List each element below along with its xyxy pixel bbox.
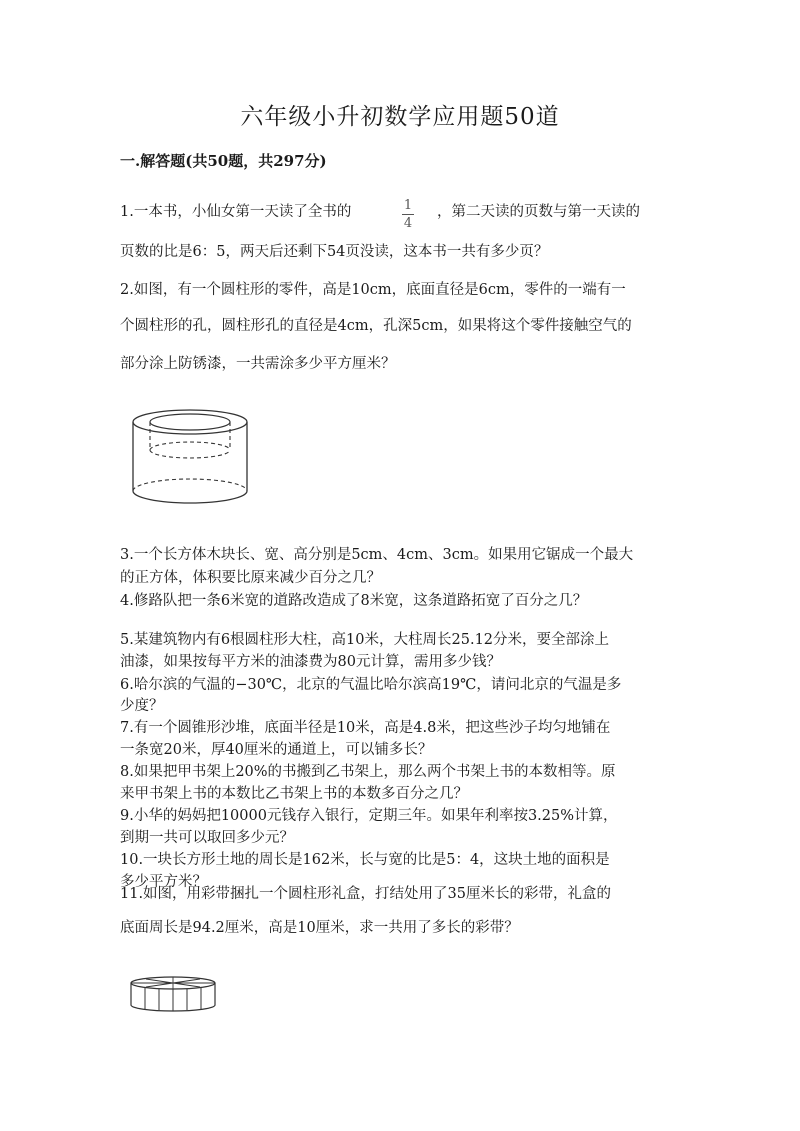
q4-line1: 4.修路队把一条6米宽的道路改造成了8米宽，这条道路拓宽了百分之几？ — [120, 593, 588, 609]
q10-line2: 多少平方米？ — [120, 874, 207, 890]
cylinder-with-hole-figure — [128, 405, 253, 507]
q6-line1: 6.哈尔滨的气温的−30℃，北京的气温比哈尔滨高19℃，请问北京的气温是多 — [120, 677, 622, 693]
fraction-numerator: 1 — [403, 198, 413, 213]
q3-line2: 的正方体，体积要比原来减少百分之几？ — [120, 570, 381, 586]
q2-line2: 个圆柱形的孔，圆柱形孔的直径是4cm，孔深5cm，如果将这个零件接触空气的 — [120, 318, 632, 334]
q5-line1: 5.某建筑物内有6根圆柱形大柱，高10米，大柱周长25.12分米，要全部涂上 — [120, 632, 610, 648]
q9-line1: 9.小华的妈妈把10000元钱存入银行，定期三年。如果年利率按3.25%计算， — [120, 808, 618, 824]
q8-line2: 来甲书架上书的本数比乙书架上书的本数多百分之几？ — [120, 786, 468, 802]
fraction-denominator: 4 — [403, 216, 413, 231]
q3-line1: 3.一个长方体木块长、宽、高分别是5cm、4cm、3cm。如果用它锯成一个最大 — [120, 547, 634, 563]
q10-line1: 10.一块长方形土地的周长是162米，长与宽的比是5：4，这块土地的面积是 — [120, 852, 610, 868]
q1-line1-part1: 1.一本书，小仙女第一天读了全书的 — [120, 204, 352, 220]
q1-line1-part2: ，第二天读的页数与第一天读的 — [437, 204, 640, 220]
q1-line2: 页数的比是6：5，两天后还剩下54页没读，这本书一共有多少页？ — [120, 244, 549, 260]
q6-line2: 少度？ — [120, 698, 164, 714]
q8-line1: 8.如果把甲书架上20%的书搬到乙书架上，那么两个书架上书的本数相等。原 — [120, 764, 616, 780]
q2-line1: 2.如图，有一个圆柱形的零件，高是10cm，底面直径是6cm，零件的一端有一 — [120, 282, 626, 298]
fraction-one-quarter — [398, 198, 418, 231]
section-heading: 一.解答题(共50题，共297分) — [120, 152, 327, 170]
q11-line1: 11.如图，用彩带捆扎一个圆柱形礼盒，打结处用了35厘米长的彩带，礼盒的 — [120, 886, 612, 902]
q11-line2: 底面周长是94.2厘米，高是10厘米，求一共用了多长的彩带？ — [120, 920, 519, 936]
fraction-bar — [402, 214, 414, 215]
page-title: 六年级小升初数学应用题50道 — [240, 104, 560, 130]
gift-box-cylinder-figure — [128, 974, 220, 1014]
q2-line3: 部分涂上防锈漆，一共需涂多少平方厘米？ — [120, 356, 396, 372]
q5-line2: 油漆，如果按每平方米的油漆费为80元计算，需用多少钱？ — [120, 654, 501, 670]
q7-line1: 7.有一个圆锥形沙堆，底面半径是10米，高是4.8米，把这些沙子均匀地铺在 — [120, 720, 611, 736]
q9-line2: 到期一共可以取回多少元？ — [120, 830, 294, 846]
q7-line2: 一条宽20米，厚40厘米的通道上，可以铺多长？ — [120, 742, 433, 758]
